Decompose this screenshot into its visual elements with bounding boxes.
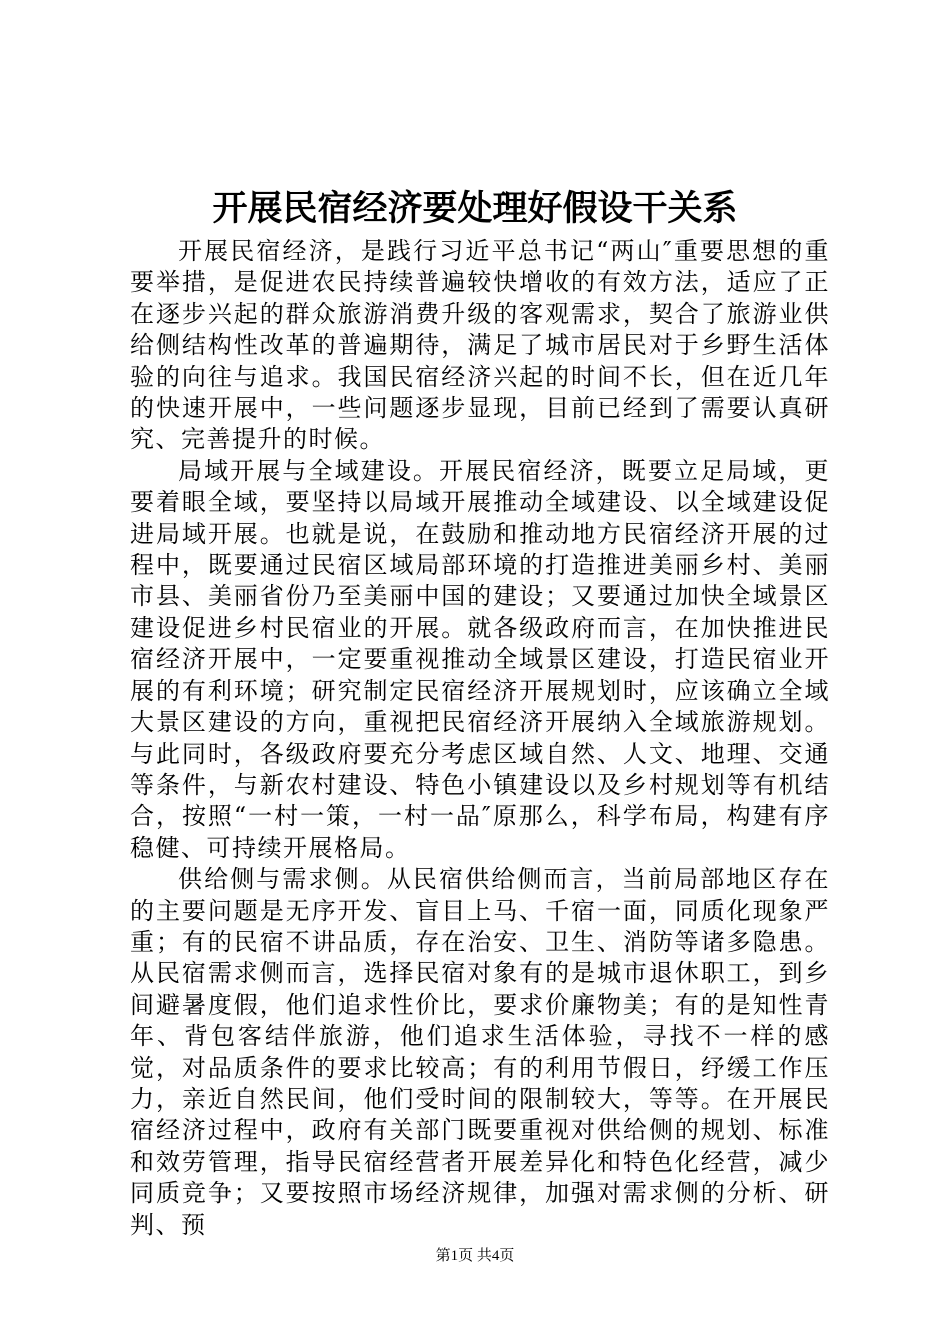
paragraph-intro: 开展民宿经济，是践行习近平总书记“两山″重要思想的重要举措，是促进农民持续普遍较快增收的有效方法，适应了正在逐步兴起的群众旅游消费升级的客观需求，契合了旅游业供给侧结构性改革的普遍期待，满足了城市居民对于乡野生活体验的向往与追求。我国民宿经济兴起的时间不长，但在近几年的快速开展中，一些问题逐步显现，目前已经到了需要认真研究、完善提升的时候。 <box>130 237 830 454</box>
document-title: 开展民宿经济要处理好假设干关系 <box>212 189 738 229</box>
paragraph-supply-and-demand: 供给侧与需求侧。从民宿供给侧而言，当前局部地区存在的主要问题是无序开发、盲目上马、千宿一面，同质化现象严重；有的民宿不讲品质，存在治安、卫生、消防等诸多隐患。从民宿需求侧而言，选择民宿对象有的是城市退休职工，到乡间避暑度假，他们追求性价比，要求价廉物美；有的是知性青年、背包客结伴旅游，他们追求生活体验，寻找不一样的感觉，对品质条件的要求比较高；有的利用节假日，纾缓工作压力，亲近自然民间，他们受时间的限制较大，等等。在开展民宿经济过程中，政府有关部门既要重视对供给侧的规划、标准和效劳管理，指导民宿经营者开展差异化和特色化经营，减少同质竞争；又要按照市场经济规律，加强对需求侧的分析、研判、预 <box>130 865 830 1239</box>
page-number-footer: 第1页 共4页 <box>435 1248 515 1264</box>
document-body <box>130 236 830 1241</box>
paragraph-local-and-global: 局域开展与全域建设。开展民宿经济，既要立足局域，更要着眼全域，要坚持以局域开展推动全域建设、以全域建设促进局域开展。也就是说，在鼓励和推动地方民宿经济开展的过程中，既要通过民宿区域局部环境的打造推进美丽乡村、美丽市县、美丽省份乃至美丽中国的建设；又要通过加快全域景区建设促进乡村民宿业的开展。就各级政府而言，在加快推进民宿经济开展中，一定要重视推动全域景区建设，打造民宿业开展的有利环境；研究制定民宿经济开展规划时，应该确立全域大景区建设的方向，重视把民宿经济开展纳入全域旅游规划。与此同时，各级政府要充分考虑区域自然、人文、地理、交通等条件，与新农村建设、特色小镇建设以及乡村规划等有机结合，按照“一村一策，一村一品″原那么，科学布局，构建有序稳健、可持续开展格局。 <box>130 456 830 862</box>
